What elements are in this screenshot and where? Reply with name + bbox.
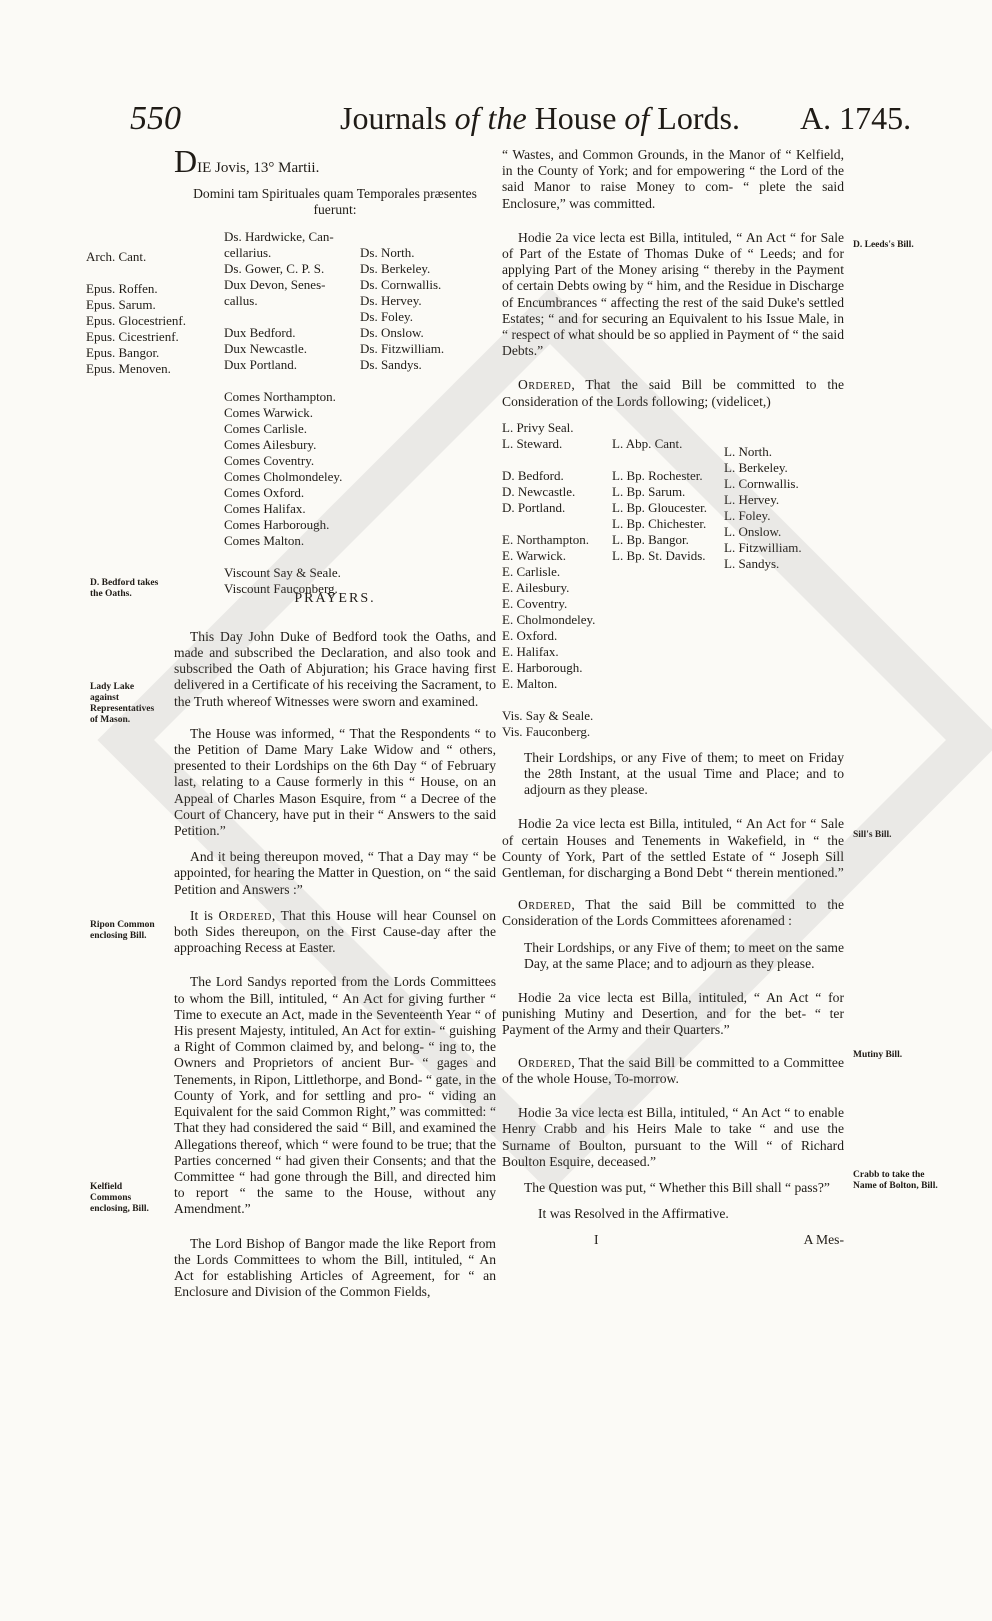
ordered-leeds: Ordered, That the said Bill be committed to the Consideration of the Lords following; (videlicet,) [502,377,844,409]
lord-entry: Dux Bedford. [224,324,296,340]
margin-note-leeds: D. Leeds's Bill. [853,240,914,250]
lord-entry: Ds. Hardwicke, Can- [224,228,334,244]
lordships-meet-2: Their Lordships, or any Five of them; to meet on the same Day, at the same Place; and to adjourn as they please. [524,939,844,971]
lord-entry: Epus. Roffen. [86,280,158,296]
margin-note-crabb: Crabb to take the Name of Bolton, Bill. [853,1170,938,1191]
lord-entry: Dux Newcastle. [224,340,308,356]
margin-note-kelfield: Kelfield Commons enclosing, Bill. [90,1182,149,1214]
resolved-paragraph: It was Resolved in the Affirmative. [538,1206,729,1222]
crabb-paragraph: Hodie 3a vice lecta est Billa, intituled, “ An Act “ to enable Henry Crabb and his Heirs Male to take “ and use the Surname of Boulton, pursuant to the Will “ of Richard Boulton Esquire, deceased.” [502,1105,844,1169]
lord-entry [224,309,342,325]
lord-entry: Comes Carlisle. [224,420,308,436]
lord-entry: Ds. Onslow. [360,324,424,340]
right-column [502,147,844,1260]
committee-entry: L. Bp. Rochester. [612,467,703,483]
committee-entry: E. Coventry. [502,595,568,611]
lord-entry: Ds. Hervey. [360,292,422,308]
lord-entry: Arch. Cant. [86,248,147,264]
lord-entry: Comes Oxford. [224,484,305,500]
lord-entry [86,265,186,281]
domini-line: Domini tam Spirituales quam Temporales præsentes fuerunt: [193,186,477,218]
committee-entry: E. Cholmondeley. [502,611,596,627]
committee-list [502,419,844,739]
committee-entry: E. Northampton. [502,531,590,547]
lord-entry: Ds. North. [360,244,415,260]
lord-entry: cellarius. [224,244,272,260]
lord-entry: Ds. Cornwallis. [360,276,442,292]
committee-entry: L. Cornwallis. [724,475,799,491]
lord-entry: Epus. Sarum. [86,296,156,312]
page-number: 550 [130,100,181,137]
lord-entry: Viscount Fauconberg. [224,580,338,596]
lord-entry: Ds. Gower, C. P. S. [224,260,325,276]
lord-entry: Comes Cholmondeley. [224,468,343,484]
running-title: Journals of the House of Lords. [340,100,740,136]
lord-entry [224,373,342,389]
committee-entry [502,692,595,708]
committee-entry: E. Ailesbury. [502,579,570,595]
committee-entry: L. Abp. Cant. [612,435,683,451]
lord-entry: Comes Ailesbury. [224,436,317,452]
running-header [0,100,992,150]
catchword: A Mes- [803,1232,844,1248]
lord-entry: Comes Malton. [224,532,305,548]
committee-entry: L. Bp. Bangor. [612,531,689,547]
lord-entry: Ds. Berkeley. [360,260,431,276]
bishops-column [86,249,186,377]
lord-entry: callus. [224,292,258,308]
lord-entry: Dux Devon, Senes- [224,276,326,292]
committee-entry: L. Hervey. [724,491,780,507]
committee-column-1 [502,420,595,740]
lord-entry: Dux Portland. [224,356,297,372]
moved-paragraph: And it being thereupon moved, “ That a Day may “ be appointed, for hearing the Matter in Question, on “ the said Petition and Answers :” [174,849,496,897]
committee-entry [502,452,595,468]
committee-entry: E. Halifax. [502,643,559,659]
lord-entry: Ds. Sandys. [360,356,422,372]
committee-entry: E. Oxford. [502,627,558,643]
barons-column [360,229,444,373]
ordered-mutiny: Ordered, That the said Bill be committed to a Committee of the whole House, To-morrow. [502,1054,844,1086]
committee-entry: E. Warwick. [502,547,567,563]
committee-entry: L. Berkeley. [724,459,788,475]
margin-note-bedford: D. Bedford takes the Oaths. [90,578,159,599]
question-paragraph: The Question was put, “ Whether this Bill shall “ pass?” [524,1179,830,1195]
kelfield-paragraph: The Lord Bishop of Bangor made the like Report from the Lords Committees to whom the Bill, intituled, “ An Act for establishing Articles of Agreement, for “ an Enclosure and Division of the Common Fields, [174,1235,496,1300]
committee-entry: L. Bp. Sarum. [612,483,686,499]
leeds-paragraph: Hodie 2a vice lecta est Billa, intituled, “ An Act “ for Sale of Part of the Estate of Thomas Duke of “ Leeds; and for applying Part of the Money arising “ thereby in the Payment of certain Debts owing by “ him, and the Residue in Discharge of Encumbrances “ affecting the rest of the said Duke's settled Estates; “ and for securing an Equivalent to his Issue Male, in “ respect of what should be so applied in Payment of “ the said Debts.” [502,229,844,359]
committee-entry: D. Newcastle. [502,483,576,499]
committee-entry: L. Bp. St. Davids. [612,547,706,563]
peers-column [224,229,342,597]
committee-entry: D. Portland. [502,499,566,515]
committee-entry: L. Bp. Gloucester. [612,499,707,515]
kelfield-continued: “ Wastes, and Common Grounds, in the Manor of “ Kelfield, in the County of York; and for empowering “ the Lord of the said Manor to raise Money to com- “ plete the said Enclosure,” was committed. [502,147,844,211]
bedford-paragraph: This Day John Duke of Bedford took the Oaths, and made and subscribed the Declaration, and also took and subscribed the Oath of Abjuration; his Grace having first delivered in a Certificate of his receiving the Sacrament, to the Truth whereof Witnesses were sworn and examined. [174,628,496,709]
committee-column-3 [724,444,802,572]
margin-note-lake: Lady Lake against Representatives of Mason. [90,682,155,725]
lord-entry: Epus. Glocestrienf. [86,312,187,328]
committee-entry: L. Sandys. [724,555,780,571]
committee-column-2 [612,436,707,564]
committee-entry [612,452,707,468]
lord-entry: Comes Warwick. [224,404,313,420]
ripon-paragraph: The Lord Sandys reported from the Lords Committees to whom the Bill, intituled, “ An Act for giving further “ Time to execute an Act, made in the Seventeenth Year “ of His present Majesty, intituled, An Act for extin- “ guishing a Right of Common claimed by, and belong- “ ing to, the Owners and Proprietors of ancient Bur- “ gages and Tenements, in Ripon, Littlethorpe, and Bond- “ gate, in the County of York, and for settling and pro- “ viding an Equivalent for the said Common Right,” was committed: “ That they had considered the said “ Bill, and examined the Allegations thereof, which “ were found to be true; that the Parties concerned “ had given their Consents; and that the Committee “ had gone through the Bill, and directed him to report “ the same to the House, without any Amendment.” [174,974,496,1217]
lord-entry: Epus. Cicestrienf. [86,328,179,344]
page-footer [502,1232,844,1250]
lord-entry: Comes Coventry. [224,452,315,468]
lord-entry: Comes Northampton. [224,388,336,404]
lord-entry: Epus. Menoven. [86,360,171,376]
committee-entry: Vis. Say & Seale. [502,707,594,723]
committee-entry: L. Bp. Chichester. [612,515,707,531]
year: A. 1745. [800,100,912,136]
committee-entry [502,516,595,532]
mutiny-paragraph: Hodie 2a vice lecta est Billa, intituled, “ An Act “ for punishing Mutiny and Desertion, and for the bet- “ ter Payment of the Army and their Quarters.” [502,990,844,1038]
date-line: DIE Jovis, 13° Martii. [174,143,320,179]
lord-entry [360,229,444,245]
lord-entry: Comes Halifax. [224,500,306,516]
margin-note-mutiny: Mutiny Bill. [853,1050,903,1060]
committee-entry: E. Carlisle. [502,563,561,579]
committee-entry: L. Foley. [724,507,771,523]
prayers-heading: PRAYERS. [294,590,376,606]
lord-entry: Viscount Say & Seale. [224,564,341,580]
margin-note-sill: Sill's Bill. [853,830,892,840]
committee-entry: Vis. Fauconberg. [502,723,591,739]
ordered-sill: Ordered, That the said Bill be committed to the Consideration of the Lords Committees aforenamed : [502,897,844,929]
signature-mark: I [594,1232,599,1248]
lord-entry: Epus. Bangor. [86,344,160,360]
lord-entry [224,549,342,565]
committee-entry: E. Malton. [502,675,558,691]
committee-entry: L. Privy Seal. [502,419,574,435]
lordships-meet-1: Their Lordships, or any Five of them; to meet on Friday the 28th Instant, at the usual Time and Place; and to adjourn as they please. [524,749,844,798]
lord-entry: Ds. Fitzwilliam. [360,340,445,356]
committee-entry: L. Fitzwilliam. [724,539,802,555]
committee-entry: E. Harborough. [502,659,583,675]
ordered-paragraph: It is Ordered, That this House will hear Counsel on both Sides thereupon, on the First Cause-day after the approaching Recess at Easter. [174,907,497,956]
lord-entry: Ds. Foley. [360,308,413,324]
committee-entry: L. Onslow. [724,523,782,539]
committee-entry: D. Bedford. [502,467,564,483]
lord-entry: Comes Harborough. [224,516,330,532]
committee-entry: L. North. [724,443,773,459]
sill-paragraph: Hodie 2a vice lecta est Billa, intituled, “ An Act for “ Sale of certain Houses and Tenements in Wakefield, in “ the County of York, Part of the settled Estate of “ Joseph Sill Gentleman, for discharging a Bond Debt “ therein mentioned.” [502,816,844,881]
lake-paragraph: The House was informed, “ That the Respondents “ to the Petition of Dame Mary Lake Widow and “ others, presented to their Lordships on the 6th Day “ of February last, relating to a Cause formerly in this “ House, on an Appeal of Charles Mason Esquire, from “ a Decree of the Court of Chancery, have put in their “ Answers to the said Petition.” [174,725,496,839]
committee-entry: L. Steward. [502,435,563,451]
margin-note-ripon: Ripon Common enclosing Bill. [90,920,155,941]
